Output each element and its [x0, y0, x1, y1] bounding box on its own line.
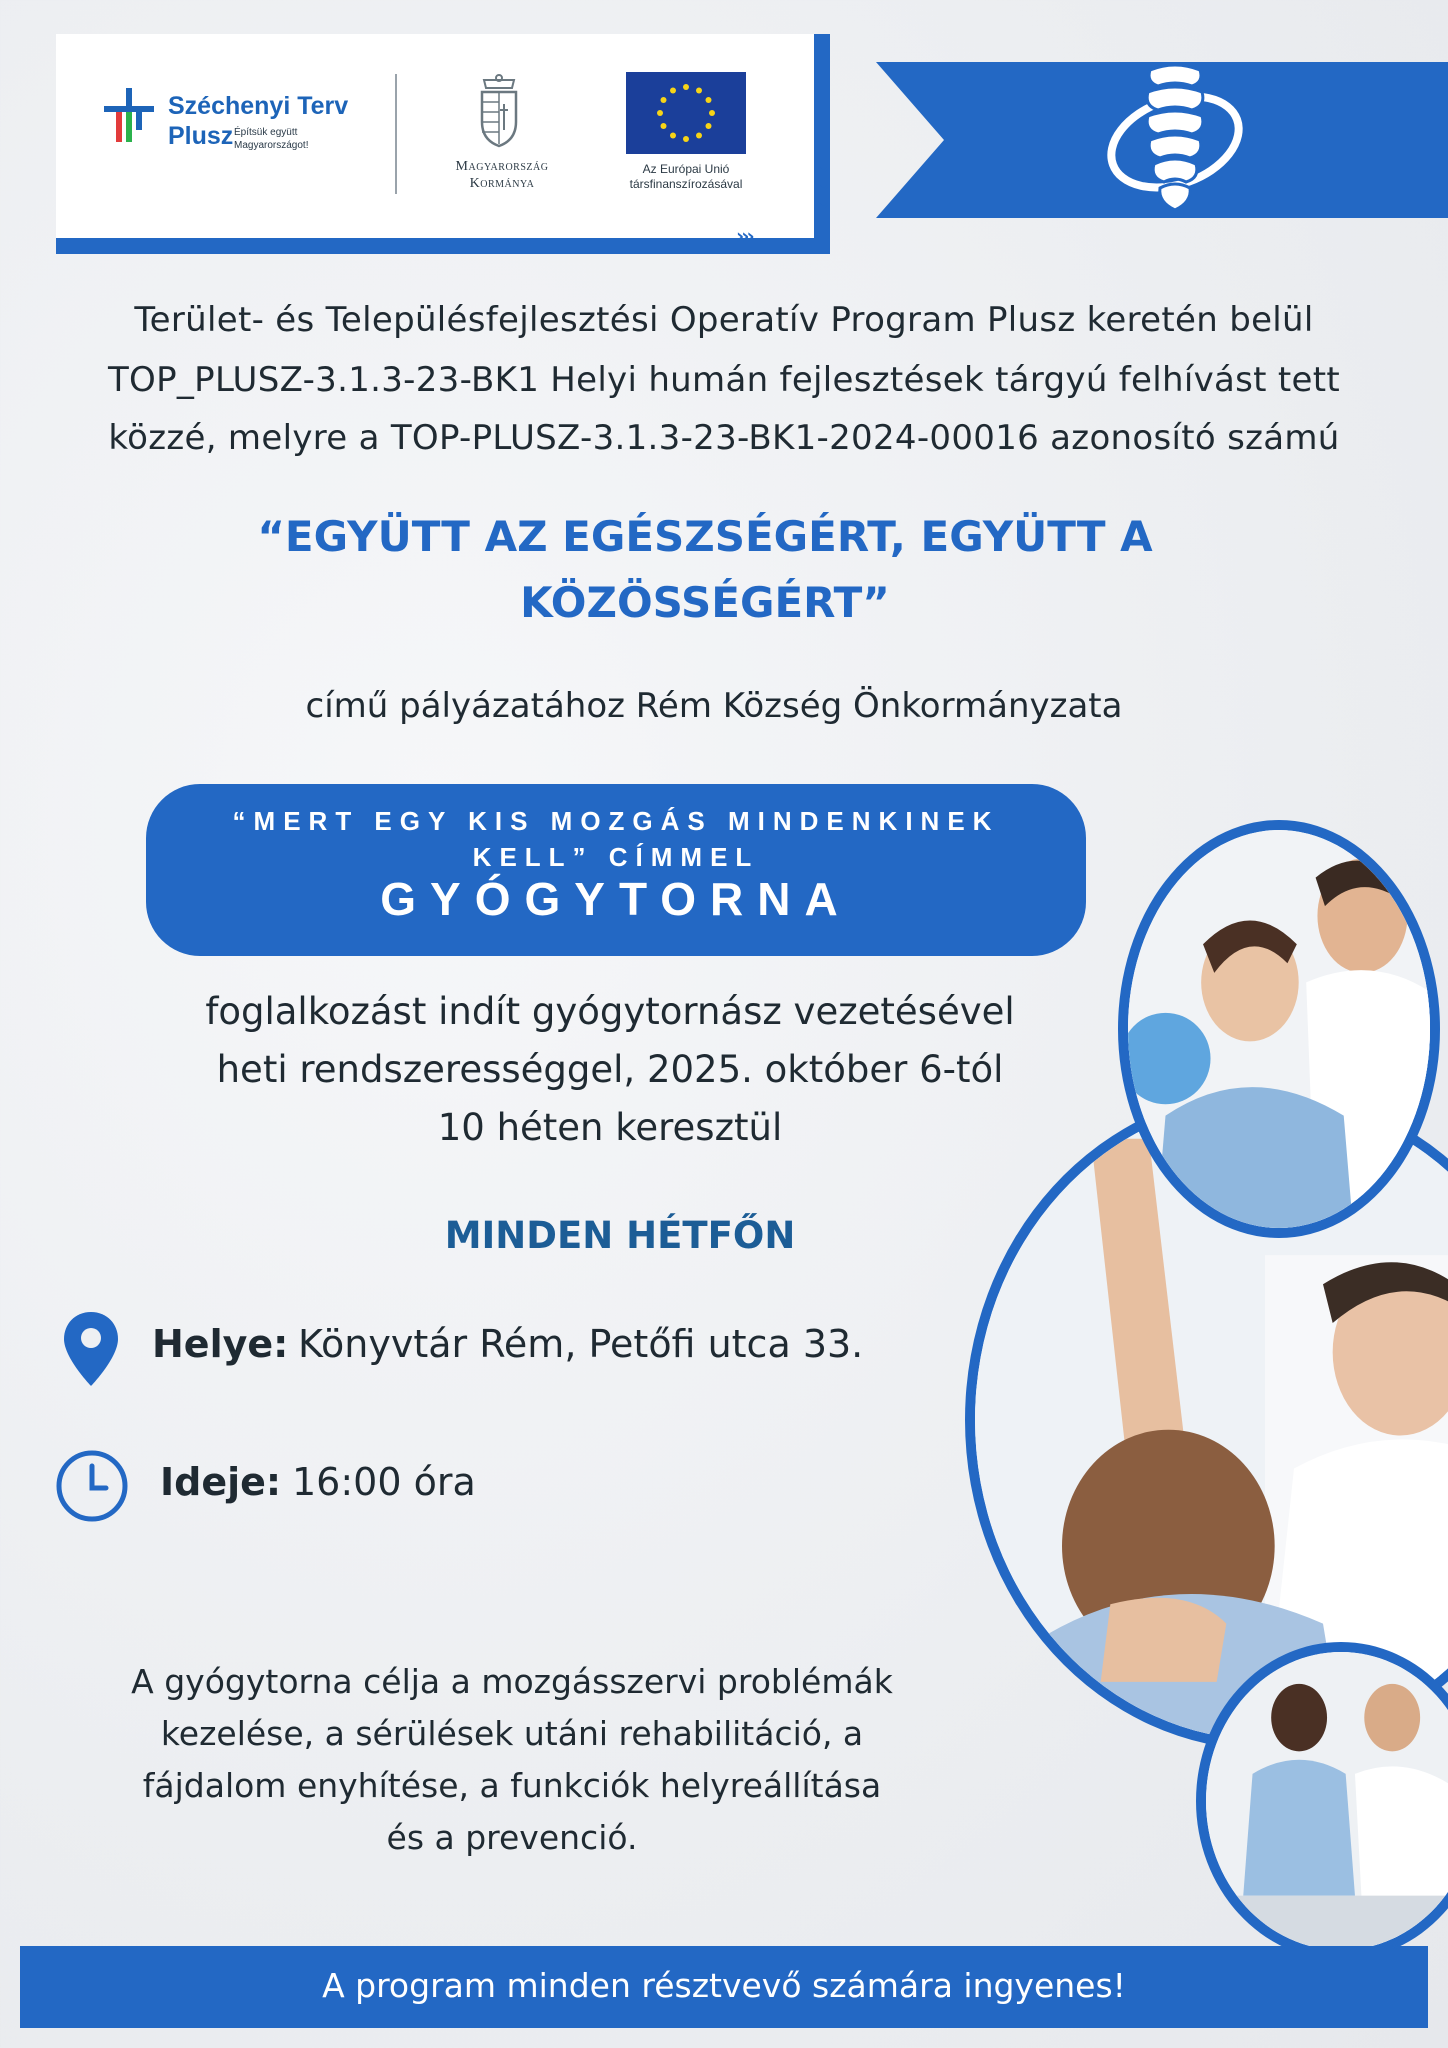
- szechenyi-tagline: Építsük együtt Magyarországot!: [234, 127, 309, 151]
- clock-icon: [54, 1448, 130, 1524]
- goal-line: fájdalom enyhítése, a funkciók helyreállítása: [142, 1766, 882, 1805]
- goal-line: kezelése, a sérülések utáni rehabilitáció, a: [160, 1714, 864, 1753]
- government-line2: Kormánya: [469, 176, 535, 191]
- intro-line: közzé, melyre a TOP-PLUSZ-3.1.3-23-BK1-2024-00016 azonosító számú: [108, 418, 1340, 458]
- goal-line: A gyógytorna célja a mozgásszervi problémák: [131, 1662, 893, 1701]
- location-pin-icon: [62, 1310, 120, 1388]
- chevron-down-icon: ⌄ ⌄ ⌄: [814, 154, 833, 215]
- eu-line2: társfinanszírozásával: [629, 177, 743, 191]
- program-motto-line: KELL” CÍMMEL: [472, 842, 760, 872]
- location-label: Helye:: [152, 1322, 289, 1366]
- goal-line: és a prevenció.: [386, 1818, 638, 1857]
- intro-line: Terület- és Településfejlesztési Operatív Program Plusz keretén belül: [134, 300, 1314, 340]
- footer-text: A program minden résztvevő számára ingyenes!: [322, 1966, 1126, 2005]
- time-label: Ideje:: [160, 1460, 282, 1504]
- government-name: [428, 158, 576, 192]
- description-line: 10 héten keresztül: [437, 1106, 783, 1149]
- government-line1: Magyarország: [455, 159, 549, 174]
- program-name: GYÓGYTORNA: [380, 873, 852, 925]
- physiotherapy-photo-neck: [1118, 820, 1440, 1238]
- szechenyi-subtitle: Plusz: [168, 122, 234, 150]
- sponsor-logo-card: [56, 34, 833, 254]
- program-banner: [146, 784, 1086, 956]
- eu-line1: Az Európai Unió: [642, 162, 730, 176]
- eu-caption: [596, 162, 776, 192]
- location-value: Könyvtár Rém, Petőfi utca 33.: [298, 1322, 864, 1366]
- project-title-line: KÖZÖSSÉGÉRT”: [520, 578, 890, 627]
- schedule-heading: MINDEN HÉTFŐN: [444, 1214, 796, 1257]
- hungarian-crest-icon: [476, 74, 522, 148]
- eu-flag-icon: [626, 72, 746, 154]
- szechenyi-title: Széchenyi Terv: [168, 92, 349, 120]
- description-line: heti rendszerességgel, 2025. október 6-tól: [216, 1048, 1004, 1091]
- szechenyi-cross-icon: [100, 86, 160, 146]
- description-line: foglalkozást indít gyógytornász vezetésével: [205, 990, 1015, 1033]
- intro-line: TOP_PLUSZ-3.1.3-23-BK1 Helyi humán fejlesztések tárgyú felhívást tett: [107, 360, 1341, 400]
- project-title-line: “EGYÜTT AZ EGÉSZSÉGÉRT, EGYÜTT A: [257, 512, 1153, 561]
- logo-divider: [395, 74, 397, 194]
- spine-logo-icon: [1100, 56, 1250, 216]
- time-value: 16:00 óra: [292, 1460, 476, 1504]
- footer-banner: [20, 1946, 1428, 2028]
- chevron-right-icon: ›››: [736, 224, 752, 248]
- project-subtitle: című pályázatához Rém Község Önkormányzata: [305, 686, 1123, 726]
- program-motto-line: “MERT EGY KIS MOZGÁS MINDENKINEK: [232, 806, 1000, 836]
